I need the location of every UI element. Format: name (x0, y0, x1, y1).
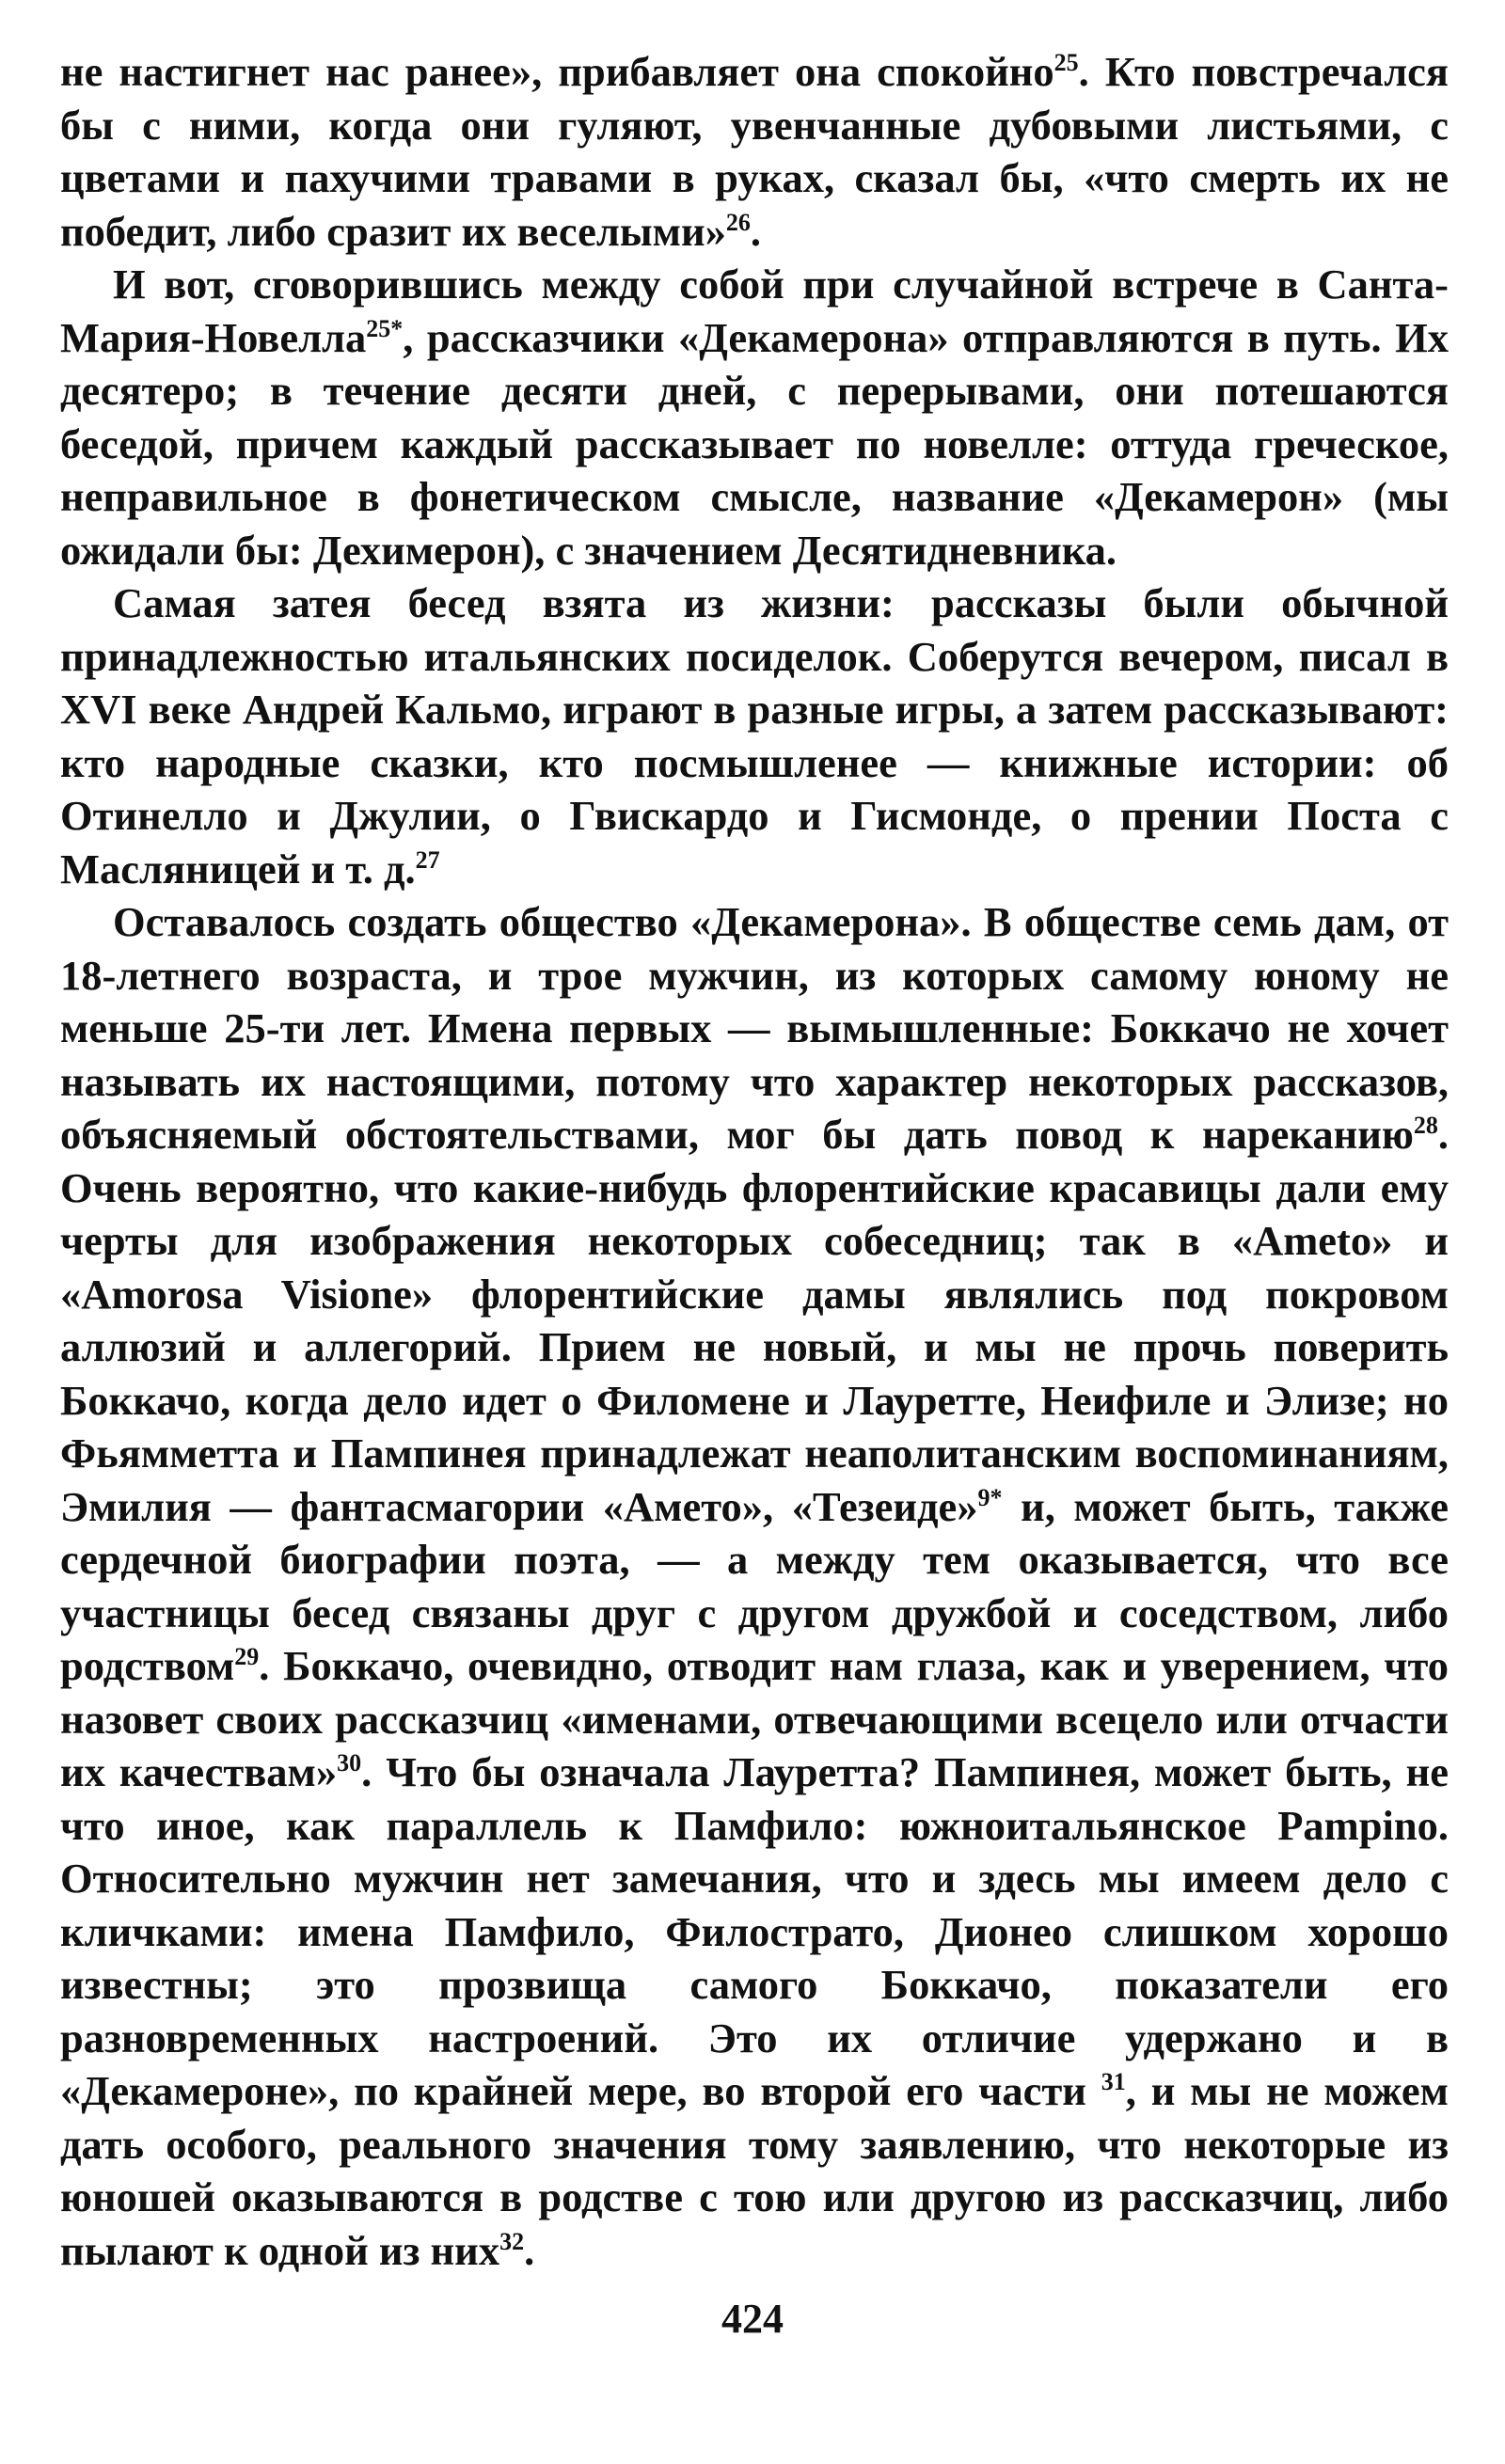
paragraph-text: не настигнет нас ранее», прибавляет она спокойно (60, 48, 1054, 95)
paragraph-text: , и мы не можем дать особого, реального значения тому заявлению, что некоторые из юношей оказываются в родстве с тою или другою из рассказчиц, либо пылают к одной из них (60, 2067, 1449, 2274)
paragraph (60, 577, 1449, 895)
footnote-marker: 27 (415, 845, 440, 874)
paragraph-text: и, может быть, также сердечной биографии поэта, — а между тем оказывается, что все участницы бесед связаны друг с другом дружбой и соседством, либо родством (60, 1482, 1449, 1689)
paragraph-text: . Что бы означала Лауретта? Пампинея, может быть, не что иное, как параллель к Памфило: южноитальянское Pampino. Относительно мужчин нет замечания, что и здесь мы имеем дело с кличками: имена Памфило, Филострато, Дионео слишком хорошо известны; это прозвища самого Боккачо, показатели его разновременных настроений. Это их отличие удержано и в «Декамероне», по крайней мере, во второй его части (60, 1748, 1449, 2114)
paragraph (60, 45, 1449, 258)
paragraph (60, 895, 1449, 2277)
paragraph-text: . (750, 207, 761, 255)
paragraph-text: . (524, 2226, 535, 2274)
page-number: 424 (721, 2296, 784, 2342)
footnote-marker: 9* (977, 1483, 1003, 1511)
footnote-marker: 30 (337, 1749, 362, 1777)
footnote-marker: 26 (725, 208, 751, 236)
page-text (60, 45, 1449, 2277)
paragraph-text: Самая затея бесед взята из жизни: рассказы были обычной принадлежностью итальянских посиделок. Соберутся вечером, писал в XVI веке Андрей Кальмо, играют в разные игры, а затем рассказывают: кто народные сказки, кто посмышленее — книжные истории: об Отинелло и Джулии, о Гвискардо и Гисмонде, о прении Поста с Масляницей и т. д. (60, 579, 1449, 892)
footnote-marker: 25 (1054, 49, 1079, 77)
footnote-marker: 32 (499, 2227, 525, 2255)
paragraph-text: . Очень вероятно, что какие-нибудь флорентийские красавицы дали ему черты для изображения некоторых собеседниц; так в «Ameto» и «Amorosa Visione» флорентийские дамы являлись под покровом аллюзий и аллегорий. Прием не новый, и мы не прочь поверить Боккачо, когда дело идет о Филомене и Лауретте, Неифиле и Элизе; но Фьямметта и Пампинея принадлежат неаполитанским воспоминаниям, Эмилия — фантасмагории «Амето», «Тезеиде» (60, 1111, 1449, 1530)
paragraph-text: Оставалось создать общество «Декамерона». В обществе семь дам, от 18-летнего возраста, и трое мужчин, из которых самому юному не меньше 25-ти лет. Имена первых — вымышленные: Боккачо не хочет называть их настоящими, потому что характер некоторых рассказов, объясняемый обстоятельствами, мог бы дать повод к нареканию (60, 898, 1449, 1158)
paragraph-text: , рассказчики «Декамерона» отправляются в путь. Их десятеро; в течение десяти дней, с перерывами, они потешаются беседой, причем каждый рассказывает по новелле: оттуда греческое, неправильное в фонетическом смысле, название «Декамерон» (мы ожидали бы: Дехимерон), с значением Десятидневника. (60, 313, 1449, 574)
footnote-marker: 25* (366, 314, 404, 342)
footnote-marker: 28 (1413, 1112, 1438, 1140)
paragraph-text: . Боккачо, очевидно, отводит нам глаза, как и уверением, что назовет своих рассказчиц «именами, отвечающими всецело или отчасти их качествам» (60, 1642, 1449, 1795)
paragraph-text: И вот, сговорившись между собой при случайной встрече в Санта-Мария-Новелла (60, 261, 1449, 361)
paragraph-text: . Кто повстречался бы с ними, когда они гуляют, увенчанные дубовыми листьями, с цветами и пахучими травами в руках, сказал бы, «что смерть их не победит, либо сразит их веселыми» (60, 48, 1449, 255)
paragraph (60, 258, 1449, 577)
footnote-marker: 29 (234, 1643, 260, 1671)
footnote-marker: 31 (1101, 2068, 1126, 2096)
